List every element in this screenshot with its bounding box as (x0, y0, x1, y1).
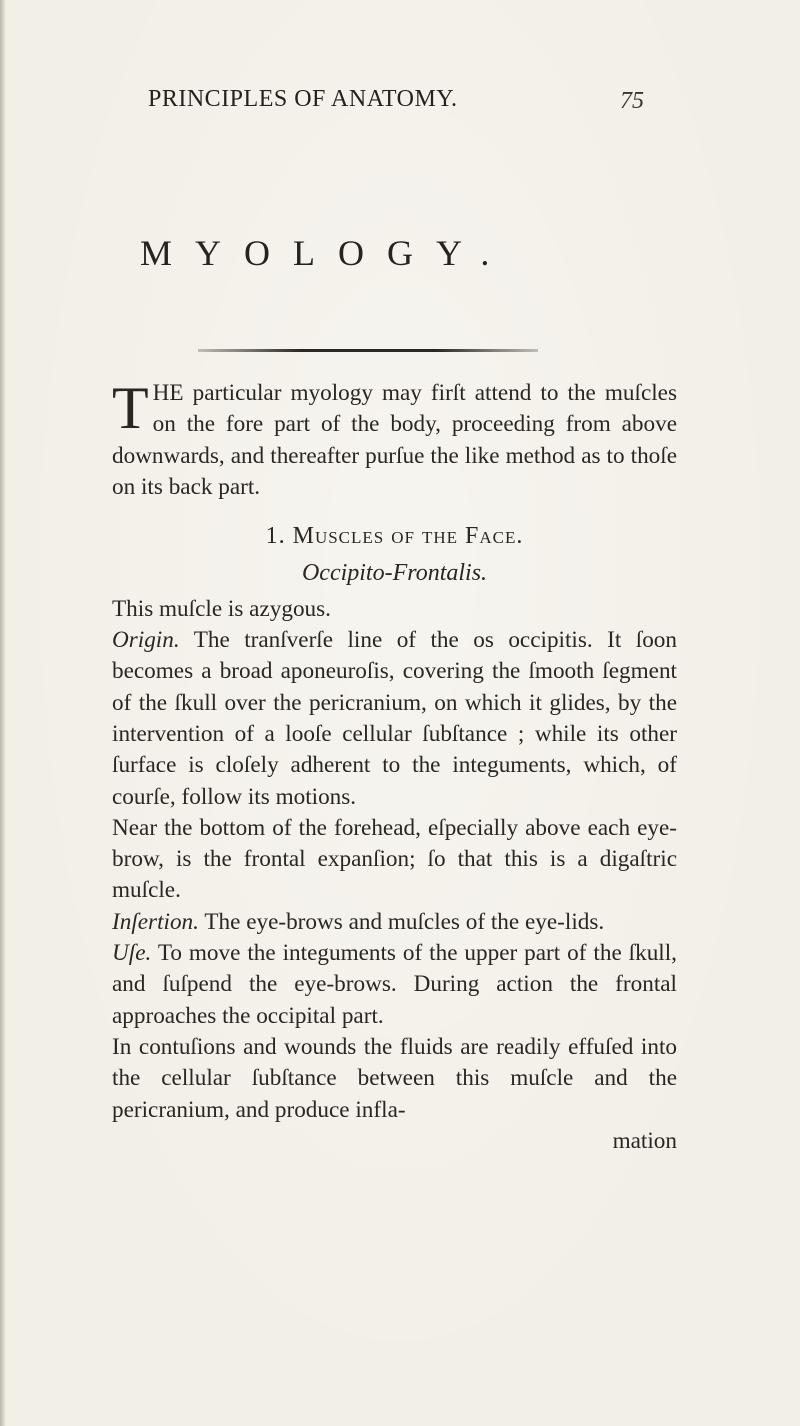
forehead-paragraph: Near the bottom of the forehead, eſpecially above each eye-brow, is the frontal expanſion; ſo that this is a digaſtric muſcle. (112, 814, 677, 904)
page-edge-shadow (0, 0, 6, 1426)
insertion-text: The eye-brows and muſcles of the eye-lids. (204, 908, 605, 935)
page-number: 75 (620, 88, 644, 114)
ornamental-rule (198, 349, 538, 352)
body-text (112, 375, 677, 1157)
origin-text: The tranſverſe line of the os occipitis. It ſoon becomes a broad aponeuroſis, covering the ſmooth ſegment of the ſkull over the pericranium, on which it glides, by the intervention of a looſe cellular ſubſtance ; while its other ſurface is cloſely adherent to the integuments, which, of courſe, follow its motions. (112, 627, 677, 810)
insertion-label: Inſertion. (112, 908, 199, 935)
running-head: PRINCIPLES OF ANATOMY. (148, 86, 458, 112)
intro-text: HE particular myology may firſt attend to the muſcles on the fore part of the body, proceeding from above downwards, and thereafter purſue the like method as to thoſe on its back part. (112, 380, 677, 500)
origin-paragraph (112, 625, 677, 813)
use-label: Uſe. (112, 940, 152, 967)
insertion-paragraph (112, 907, 677, 938)
azygous-line: This muſcle is azygous. (112, 595, 331, 622)
subsection-heading: 1. Muscles of the Face. (265, 523, 524, 550)
use-paragraph (112, 938, 677, 1032)
catchword: mation (612, 1127, 677, 1154)
origin-label: Origin. (112, 627, 180, 654)
section-title: MYOLOGY. (140, 233, 513, 273)
use-text: To move the integuments of the upper part of the ſkull, and ſuſpend the eye-brows. During action the frontal approaches the occipital part. (112, 940, 677, 1029)
muscle-name: Occipito-Frontalis. (301, 560, 488, 587)
contusion-paragraph: In contuſions and wounds the fluids are readily effuſed into the cellular ſubſtance between this muſcle and the pericranium, and produce infla- (112, 1033, 677, 1123)
drop-cap: T (112, 375, 149, 441)
intro-paragraph (112, 375, 677, 503)
